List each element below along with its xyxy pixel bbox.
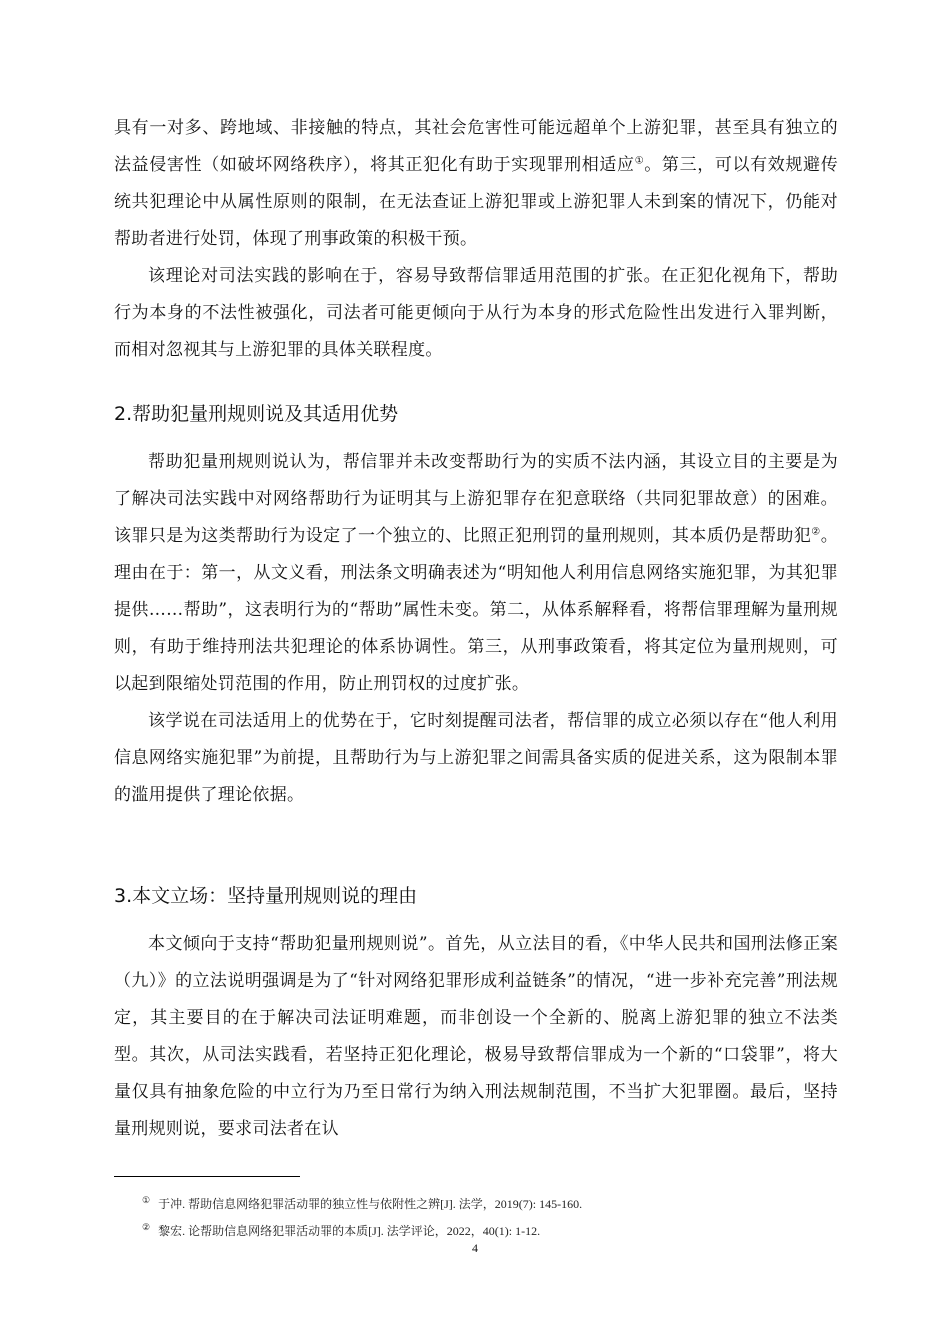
section1-body [114,110,838,369]
footnote-separator [114,1176,300,1177]
paragraph: 帮助犯量刑规则说认为，帮信罪并未改变帮助行为的实质不法内涵，其设立目的主要是为了解决司法实践中对网络帮助行为证明其与上游犯罪存在犯意联络（共同犯罪故意）的困难。该罪只是为这类帮助行为设定了一个独立的、比照正犯刑罚的量刑规则，其本质仍是帮助犯②。理由在于：第一，从文义看，刑法条文明确表述为“明知他人利用信息网络实施犯罪，为其犯罪提供……帮助”，这表明行为的“帮助”属性未变。第二，从体系解释看，将帮信罪理解为量刑规则，有助于维持刑法共犯理论的体系协调性。第三，从刑事政策看，将其定位为量刑规则，可以起到限缩处罚范围的作用，防止刑罚权的过度扩张。 [114,452,839,694]
footnote-ref-2[interactable]: ② [811,526,821,538]
footnote-ref-1[interactable]: ① [634,155,645,167]
section3-body [114,926,838,1148]
section-heading-2: 2.帮助犯量刑规则说及其适用优势 [114,403,399,425]
page-number: 4 [472,1241,478,1255]
footnote-text: 于冲. 帮助信息网络犯罪活动罪的独立性与依附性之辨[J]. 法学，2019(7): 145-160. [158,1197,583,1211]
paragraph: 该理论对司法实践的影响在于，容易导致帮信罪适用范围的扩张。在正犯化视角下，帮助行为本身的不法性被强化，司法者可能更倾向于从行为本身的形式危险性出发进行入罪判断，而相对忽视其与上游犯罪的具体关联程度。 [114,266,838,360]
footnote-mark: ① [142,1195,151,1205]
paragraph: 具有一对多、跨地域、非接触的特点，其社会危害性可能远超单个上游犯罪，甚至具有独立的法益侵害性（如破坏网络秩序），将其正犯化有助于实现罪刑相适应①。第三，可以有效规避传统共犯理论中从属性原则的限制，在无法查证上游犯罪或上游犯罪人未到案的情况下，仍能对帮助者进行处罚，体现了刑事政策的积极干预。 [114,118,838,249]
footnote-mark: ② [142,1222,151,1232]
paragraph: 该学说在司法适用上的优势在于，它时刻提醒司法者，帮信罪的成立必须以存在“他人利用信息网络实施犯罪”为前提，且帮助行为与上游犯罪之间需具备实质的促进关系，这为限制本罪的滥用提供了理论依据。 [114,711,838,805]
footnote-2 [142,1222,540,1239]
paragraph: 本文倾向于支持“帮助犯量刑规则说”。首先，从立法目的看，《中华人民共和国刑法修正案（九）》的立法说明强调是为了“针对网络犯罪形成利益链条”的情况，“进一步补充完善”刑法规定，其主要目的在于解决司法证明难题，而非创设一个全新的、脱离上游犯罪的独立不法类型。其次，从司法实践看，若坚持正犯化理论，极易导致帮信罪成为一个新的“口袋罪”，将大量仅具有抽象危险的中立行为乃至日常行为纳入刑法规制范围，不当扩大犯罪圈。最后，坚持量刑规则说，要求司法者在认 [114,934,838,1139]
section-heading-3: 3.本文立场：坚持量刑规则说的理由 [114,885,418,907]
footnote-1 [142,1195,582,1212]
footnote-text: 黎宏. 论帮助信息网络犯罪活动罪的本质[J]. 法学评论，2022，40(1): 1-12. [158,1224,541,1238]
section2-body [114,444,838,814]
